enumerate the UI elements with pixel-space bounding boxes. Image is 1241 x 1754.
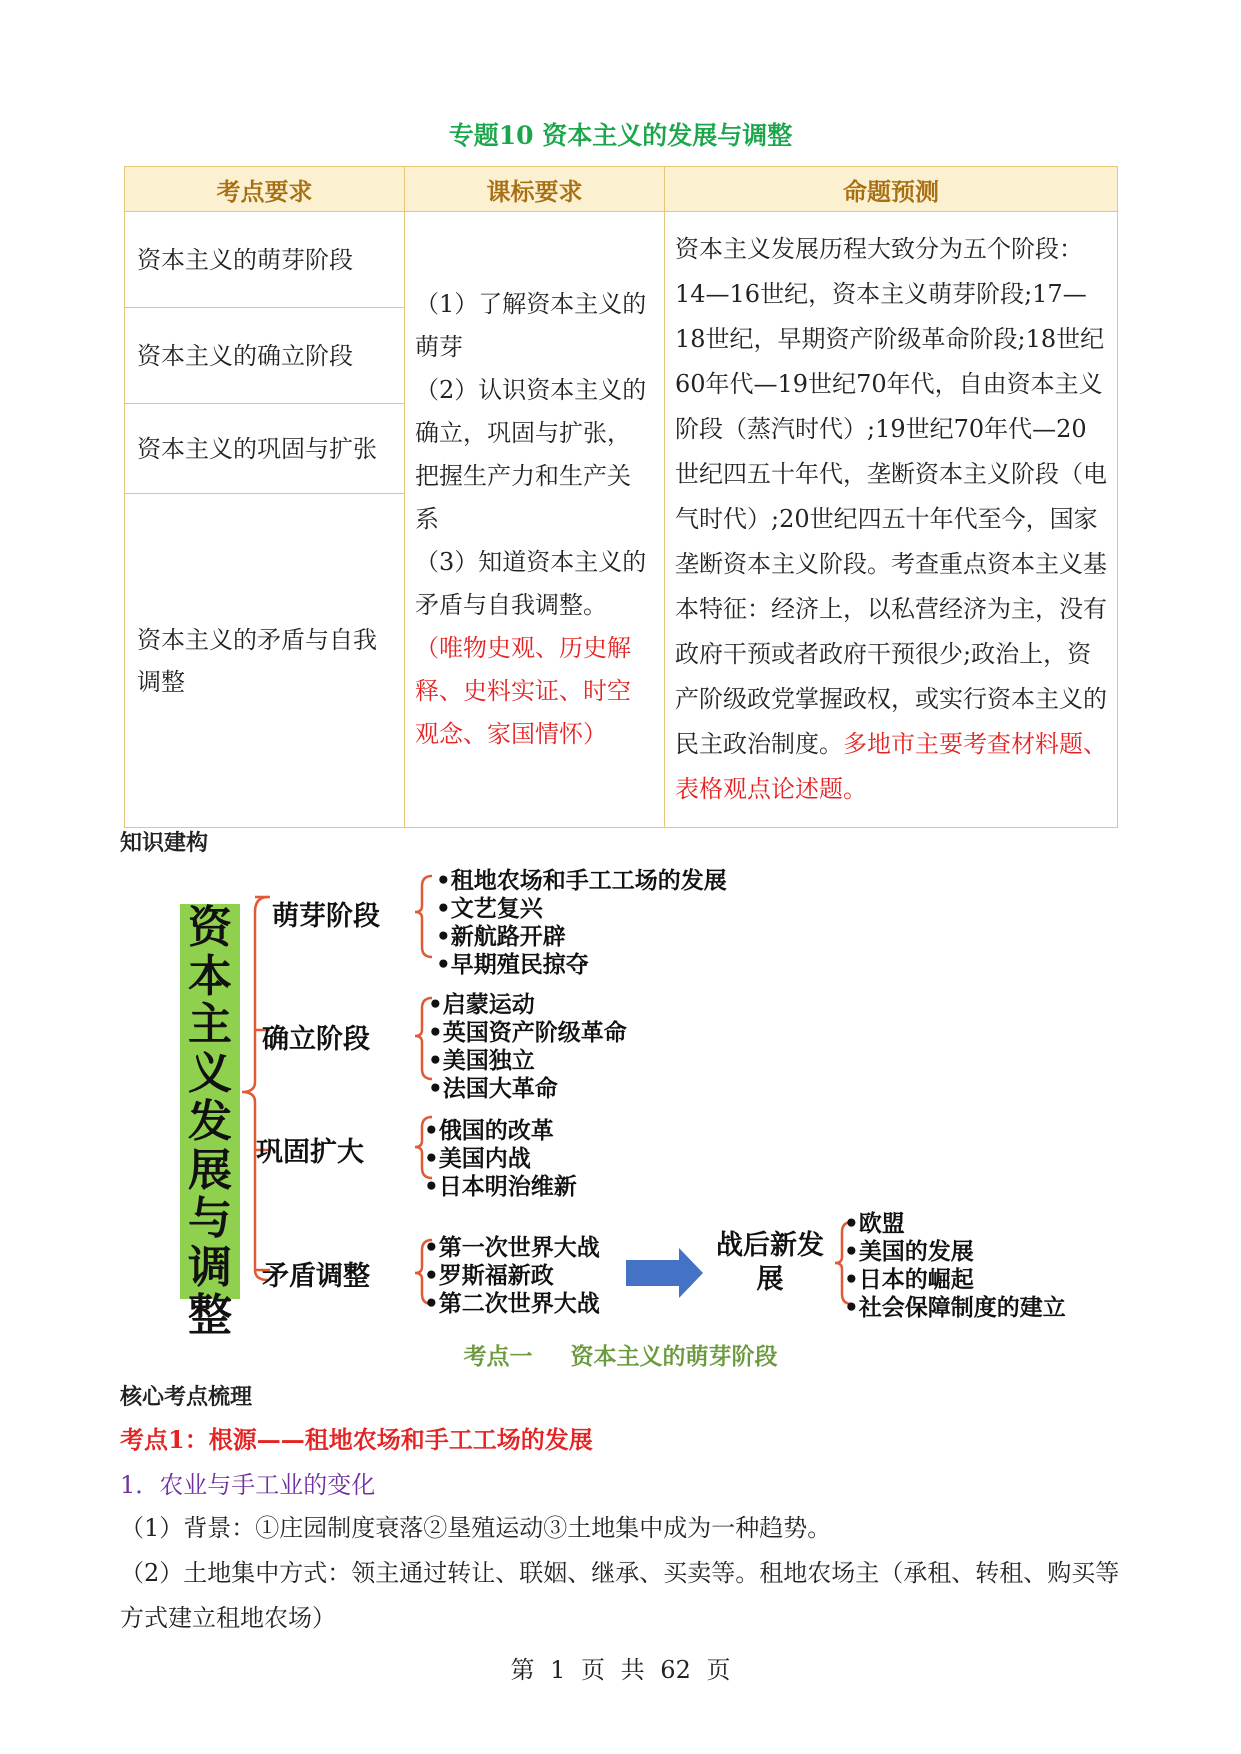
list-item: •启蒙运动 (428, 992, 535, 1018)
root-box (180, 902, 240, 1341)
table-row-cell: 资本主义的巩固与扩张 (125, 404, 405, 494)
branch-label: 巩固扩大 (256, 1137, 364, 1168)
list-item: •美国内战 (424, 1146, 531, 1172)
table-row-cell: 资本主义的矛盾与自我调整 (125, 494, 405, 828)
list-item: •新航路开辟 (436, 924, 566, 950)
list-item: •租地农场和手工工场的发展 (436, 868, 727, 894)
branch-label: 矛盾调整 (262, 1261, 370, 1292)
section-title: 考点一 资本主义的萌芽阶段 (463, 1343, 778, 1370)
page-title: 专题10 资本主义的发展与调整 (448, 121, 793, 150)
branch-label: 确立阶段 (262, 1024, 370, 1055)
list-item: •法国大革命 (428, 1076, 558, 1102)
prediction-text: 资本主义发展历程大致分为五个阶段：14—16世纪，资本主义萌芽阶段;17—18世纪，早期资产阶级革命阶段;18世纪60年代—19世纪70年代，自由资本主义阶段（蒸汽时代）;19世纪70年代—20世纪四五十年代，垄断资本主义阶段（电气时代）;20世纪四五十年代至今，国家垄断资本主义阶段。考查重点资本主义基本特征：经济上，以私营经济为主，没有政府干预或者政府干预很少;政治上，资产阶级政党掌握政权，或实行资本主义的民主政治制度。 (675, 235, 1107, 758)
core-heading: 核心考点梳理 (120, 1384, 253, 1410)
paragraph: （1）背景：①庄园制度衰落②垦殖运动③土地集中成为一种趋势。 (120, 1514, 832, 1542)
curriculum-item: （3）知道资本主义的矛盾与自我调整。 (415, 548, 647, 619)
list-item: •日本的崛起 (844, 1267, 974, 1293)
postwar-label: 战后新发展 (716, 1230, 824, 1295)
list-item: •罗斯福新政 (424, 1263, 554, 1289)
list-item: •俄国的改革 (424, 1118, 554, 1144)
header-mingti: 命题预测 (665, 167, 1118, 212)
branch-label: 萌芽阶段 (272, 901, 380, 932)
root-label: 资本主义发展与调整 (188, 902, 232, 1341)
list-item: •美国的发展 (844, 1239, 974, 1265)
list-item: •英国资产阶级革命 (428, 1020, 627, 1046)
arrow-icon (626, 1248, 703, 1298)
kaodian-heading: 考点1：根源——租地农场和手工工场的发展 (120, 1425, 593, 1454)
list-item: •社会保障制度的建立 (844, 1295, 1066, 1321)
list-item: •第一次世界大战 (424, 1235, 600, 1261)
list-item: •文艺复兴 (436, 896, 543, 922)
header-kebiao: 课标要求 (405, 167, 665, 212)
curriculum-item: （1）了解资本主义的萌芽 (415, 290, 647, 361)
list-item: •欧盟 (844, 1211, 905, 1237)
page-footer: 第 1 页 共 62 页 (510, 1656, 731, 1684)
list-item: •日本明治维新 (424, 1174, 577, 1200)
paragraph: （2）土地集中方式：领主通过转让、联姻、继承、买卖等。租地农场主（承租、转租、购买等方式建立租地农场） (120, 1559, 1120, 1632)
curriculum-item: （2）认识资本主义的确立，巩固与扩张，把握生产力和生产关系 (415, 376, 647, 533)
list-item: •早期殖民掠夺 (436, 952, 589, 978)
prediction-cell (665, 212, 1118, 828)
knowledge-heading: 知识建构 (120, 830, 209, 856)
prediction-red-text: 多地市主要考查材料题、表格观点论述题。 (675, 730, 1107, 803)
curriculum-core-literacy: （唯物史观、历史解释、史料实证、时空观念、家国情怀） (415, 634, 631, 748)
requirements-table (124, 166, 1118, 828)
table-row-cell: 资本主义的确立阶段 (125, 308, 405, 404)
table-row-cell: 资本主义的萌芽阶段 (125, 212, 405, 308)
list-item: •美国独立 (428, 1048, 535, 1074)
knowledge-diagram (150, 862, 1100, 1341)
curriculum-cell (405, 212, 665, 828)
subheading: 1．农业与手工业的变化 (120, 1471, 376, 1499)
header-kaodian: 考点要求 (125, 167, 405, 212)
list-item: •第二次世界大战 (424, 1291, 600, 1317)
